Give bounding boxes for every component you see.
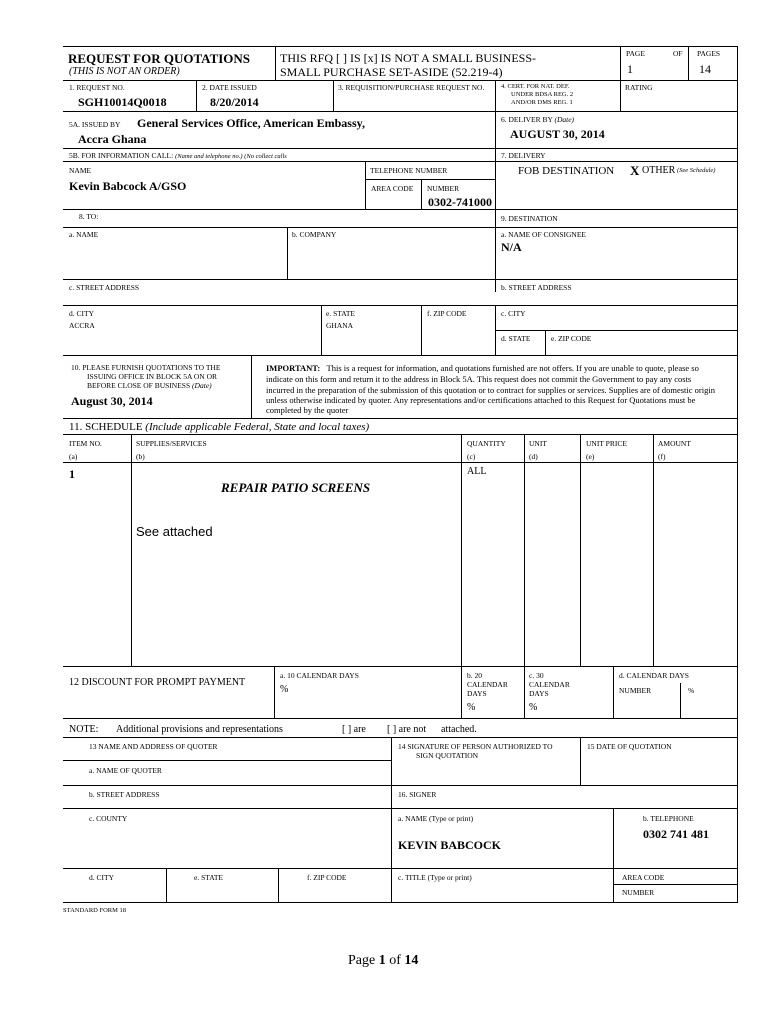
- discount-c-label: c. 30: [529, 671, 544, 680]
- divider: [166, 868, 167, 903]
- delivery-label: 7. DELIVERY: [501, 151, 546, 160]
- discount-a-pct: %: [280, 684, 289, 695]
- divider: [421, 179, 422, 209]
- to-city-label: d. CITY: [69, 309, 94, 318]
- divider: [63, 111, 738, 112]
- divider: [287, 227, 288, 280]
- divider: [620, 46, 621, 112]
- col-item-no: ITEM NO.: [69, 439, 102, 448]
- col-unit-price: UNIT PRICE: [586, 439, 627, 448]
- divider: [63, 161, 495, 162]
- of-label: OF: [673, 49, 683, 58]
- divider: [278, 868, 279, 903]
- number-value: 0302-741000: [428, 195, 492, 209]
- cert-label: 4. CERT. FOR NAT. DEF.: [501, 83, 570, 90]
- important-text: unless otherwise indicated by quoter. Any representations and/or certifications attached to this Request for Quotations must be: [266, 395, 696, 405]
- divider: [391, 737, 392, 903]
- discount-b-label: DAYS: [467, 689, 487, 698]
- important-text: completed by the quoter: [266, 405, 349, 415]
- divider: [365, 161, 366, 209]
- to-zip-label: f. ZIP CODE: [427, 309, 467, 318]
- signer-telephone-label: b. TELEPHONE: [643, 814, 694, 823]
- divider: [131, 434, 132, 667]
- col-supplies-sub: (b): [136, 452, 145, 461]
- furnish-label: 10. PLEASE FURNISH QUOTATIONS TO THE: [71, 363, 221, 372]
- to-city-value: ACCRA: [69, 321, 95, 330]
- cert-label: AND/OR DMS REG. 1: [511, 99, 573, 106]
- divider: [63, 80, 738, 81]
- note-label: NOTE:: [69, 724, 99, 735]
- col-quantity: QUANTITY: [467, 439, 506, 448]
- divider: [461, 434, 462, 667]
- page-value: 1: [627, 62, 633, 76]
- important-text: IMPORTANT: This is a request for information, and quotations furnished are not offers. If you are unable to quote, please so: [266, 363, 699, 373]
- divider: [63, 279, 738, 280]
- frame-bottom: [63, 902, 738, 903]
- rfq-setaside-line1: THIS RFQ [ ] IS [x] IS NOT A SMALL BUSINESS-: [280, 51, 537, 65]
- area-code-label: AREA CODE: [622, 873, 665, 882]
- frame-right: [737, 46, 738, 903]
- divider: [63, 418, 738, 419]
- discount-c-label: DAYS: [529, 689, 549, 698]
- to-label: 8. TO:: [79, 212, 99, 221]
- discount-c-label: CALENDAR: [529, 680, 570, 689]
- date-issued-value: 8/20/2014: [210, 95, 259, 109]
- quoter-name-label: a. NAME OF QUOTER: [89, 766, 162, 775]
- divider: [63, 785, 738, 786]
- discount-b-label: b. 20: [467, 671, 482, 680]
- col-supplies: SUPPLIES/SERVICES: [136, 439, 207, 448]
- area-code-label: AREA CODE: [371, 184, 414, 193]
- divider: [196, 80, 197, 112]
- note-are-not-checkbox[interactable]: [ ] are not: [387, 724, 427, 735]
- col-quantity-sub: (c): [467, 452, 476, 461]
- deliver-by-label: 6. DELIVER BY (Date): [501, 115, 575, 124]
- divider: [688, 46, 689, 81]
- discount-d-pct: %: [688, 686, 695, 695]
- to-state-label: e. STATE: [326, 309, 355, 318]
- divider: [524, 434, 525, 667]
- issued-by-value: General Services Office, American Embassy,: [137, 116, 365, 130]
- divider: [63, 718, 738, 719]
- col-unit-price-sub: (e): [586, 452, 595, 461]
- discount-b-label: CALENDAR: [467, 680, 508, 689]
- divider: [580, 434, 581, 667]
- col-unit-sub: (d): [529, 452, 538, 461]
- divider: [545, 330, 546, 355]
- divider: [421, 305, 422, 355]
- fob-destination-label: FOB DESTINATION: [518, 165, 615, 177]
- cert-label: UNDER BDSA REG. 2: [511, 91, 574, 98]
- telephone-label: TELEPHONE NUMBER: [370, 166, 448, 175]
- quotation-date-label: 15 DATE OF QUOTATION: [587, 742, 672, 751]
- number-label: NUMBER: [427, 184, 460, 193]
- pages-label: PAGES: [697, 49, 721, 58]
- col-amount: AMOUNT: [658, 439, 691, 448]
- divider: [63, 737, 738, 738]
- contact-name-value: Kevin Babcock A/GSO: [69, 179, 187, 193]
- divider: [580, 737, 581, 785]
- divider: [680, 683, 681, 719]
- dest-zip-label: e. ZIP CODE: [551, 334, 592, 343]
- form-subtitle: (THIS IS NOT AN ORDER): [69, 66, 180, 77]
- page-indicator: Page 1 of 14: [348, 953, 419, 968]
- divider: [333, 80, 334, 112]
- page-label: PAGE: [626, 49, 645, 58]
- to-company-label: b. COMPANY: [292, 230, 337, 239]
- quotation-due-date: August 30, 2014: [71, 394, 153, 408]
- discount-a-label: a. 10 CALENDAR DAYS: [280, 671, 359, 680]
- request-no-label: 1. REQUEST NO.: [69, 83, 125, 92]
- col-item-no-sub: (a): [69, 452, 78, 461]
- note-are-checkbox[interactable]: [ ] are: [342, 724, 366, 735]
- divider: [653, 434, 654, 667]
- frame-top: [63, 46, 738, 47]
- form-number: STANDARD FORM 18: [63, 907, 127, 914]
- to-street-label: c. STREET ADDRESS: [69, 283, 140, 292]
- consignee-value: N/A: [501, 240, 522, 254]
- divider: [613, 808, 614, 903]
- quoter-state-label: e. STATE: [194, 873, 223, 882]
- dest-state-label: d. STATE: [501, 334, 531, 343]
- quoter-zip-label: f. ZIP CODE: [307, 873, 347, 882]
- discount-b-pct: %: [467, 702, 476, 713]
- divider: [63, 808, 738, 809]
- signature-label: SIGN QUOTATION: [416, 751, 479, 760]
- divider: [321, 305, 322, 355]
- col-unit: UNIT: [529, 439, 547, 448]
- quoter-city-label: d. CITY: [89, 873, 114, 882]
- signer-name-value: KEVIN BABCOCK: [398, 838, 502, 852]
- signer-label: 16. SIGNER: [398, 790, 437, 799]
- furnish-label: BEFORE CLOSE OF BUSINESS (Date): [87, 381, 212, 390]
- signature-label: 14 SIGNATURE OF PERSON AUTHORIZED TO: [398, 742, 553, 751]
- deliver-by-value: AUGUST 30, 2014: [510, 127, 605, 141]
- discount-d-number: NUMBER: [619, 686, 652, 695]
- discount-d-label: d. CALENDAR DAYS: [619, 671, 689, 680]
- requisition-label: 3. REQUISITION/PURCHASE REQUEST NO.: [338, 83, 485, 92]
- discount-c-pct: %: [529, 702, 538, 713]
- divider: [63, 148, 738, 149]
- divider: [495, 330, 738, 331]
- number-label: NUMBER: [622, 888, 655, 897]
- divider: [63, 209, 738, 210]
- dest-street-label: b. STREET ADDRESS: [501, 283, 572, 292]
- important-text: indicate on this form and return it to the address in Block 5A. This request does not commit the Government to pay any costs: [266, 374, 692, 384]
- divider: [275, 46, 276, 81]
- item-note: See attached: [136, 524, 213, 539]
- other-label: OTHER: [642, 165, 676, 176]
- divider: [461, 666, 462, 719]
- item-title: REPAIR PATIO SCREENS: [221, 480, 371, 495]
- quoter-street-label: b. STREET ADDRESS: [89, 790, 160, 799]
- divider: [63, 462, 738, 463]
- note-attached: attached.: [441, 724, 477, 735]
- schedule-title: 11. SCHEDULE (Include applicable Federal, State and local taxes): [69, 421, 370, 433]
- quoter-label: 13 NAME AND ADDRESS OF QUOTER: [89, 742, 218, 751]
- col-amount-sub: (f): [658, 452, 666, 461]
- divider: [524, 666, 525, 719]
- note-text: Additional provisions and representations: [116, 724, 283, 735]
- divider: [63, 355, 738, 356]
- divider: [495, 161, 738, 162]
- rfq-setaside-line2: SMALL PURCHASE SET-ASIDE (52.219-4): [280, 65, 503, 79]
- form-title: REQUEST FOR QUOTATIONS: [68, 51, 251, 66]
- signer-name-label: a. NAME (Type or print): [398, 814, 474, 823]
- item-quantity: ALL: [467, 466, 487, 477]
- discount-label: 12 DISCOUNT FOR PROMPT PAYMENT: [69, 677, 246, 688]
- issued-by-city: Accra Ghana: [78, 132, 147, 146]
- date-issued-label: 2. DATE ISSUED: [202, 83, 257, 92]
- divider: [613, 884, 738, 885]
- furnish-label: ISSUING OFFICE IN BLOCK 5A ON OR: [87, 372, 218, 381]
- divider: [251, 355, 252, 419]
- divider: [63, 434, 738, 435]
- divider: [63, 666, 738, 667]
- destination-label: 9. DESTINATION: [501, 214, 558, 223]
- important-text: incurred in the preparation of the submission of this quotation or to contract for supplies or services. Supplies are of domestic origin: [266, 385, 715, 395]
- rating-label: RATING: [625, 83, 653, 92]
- divider: [63, 760, 391, 761]
- divider: [613, 666, 614, 719]
- quoter-county-label: c. COUNTY: [89, 814, 128, 823]
- other-note: (See Schedule): [677, 167, 716, 174]
- pages-value: 14: [699, 62, 711, 76]
- divider: [365, 179, 495, 180]
- divider: [63, 305, 738, 306]
- other-checkmark: X: [630, 163, 640, 178]
- issued-by-label: 5A. ISSUED BY: [69, 120, 121, 129]
- dest-city-label: c. CITY: [501, 309, 526, 318]
- to-state-value: GHANA: [326, 321, 354, 330]
- signer-telephone-value: 0302 741 481: [643, 827, 709, 841]
- request-no-value: SGH10014Q0018: [78, 95, 167, 109]
- info-call-label: 5B. FOR INFORMATION CALL: (Name and telephone no.) (No collect calls: [69, 151, 287, 160]
- to-name-label: a. NAME: [69, 230, 99, 239]
- item-number: 1: [69, 467, 75, 481]
- consignee-label: a. NAME OF CONSIGNEE: [501, 230, 586, 239]
- signer-title-label: c. TITLE (Type or print): [398, 873, 472, 882]
- contact-name-label: NAME: [69, 166, 92, 175]
- divider: [274, 666, 275, 719]
- divider: [63, 868, 738, 869]
- divider: [63, 227, 738, 228]
